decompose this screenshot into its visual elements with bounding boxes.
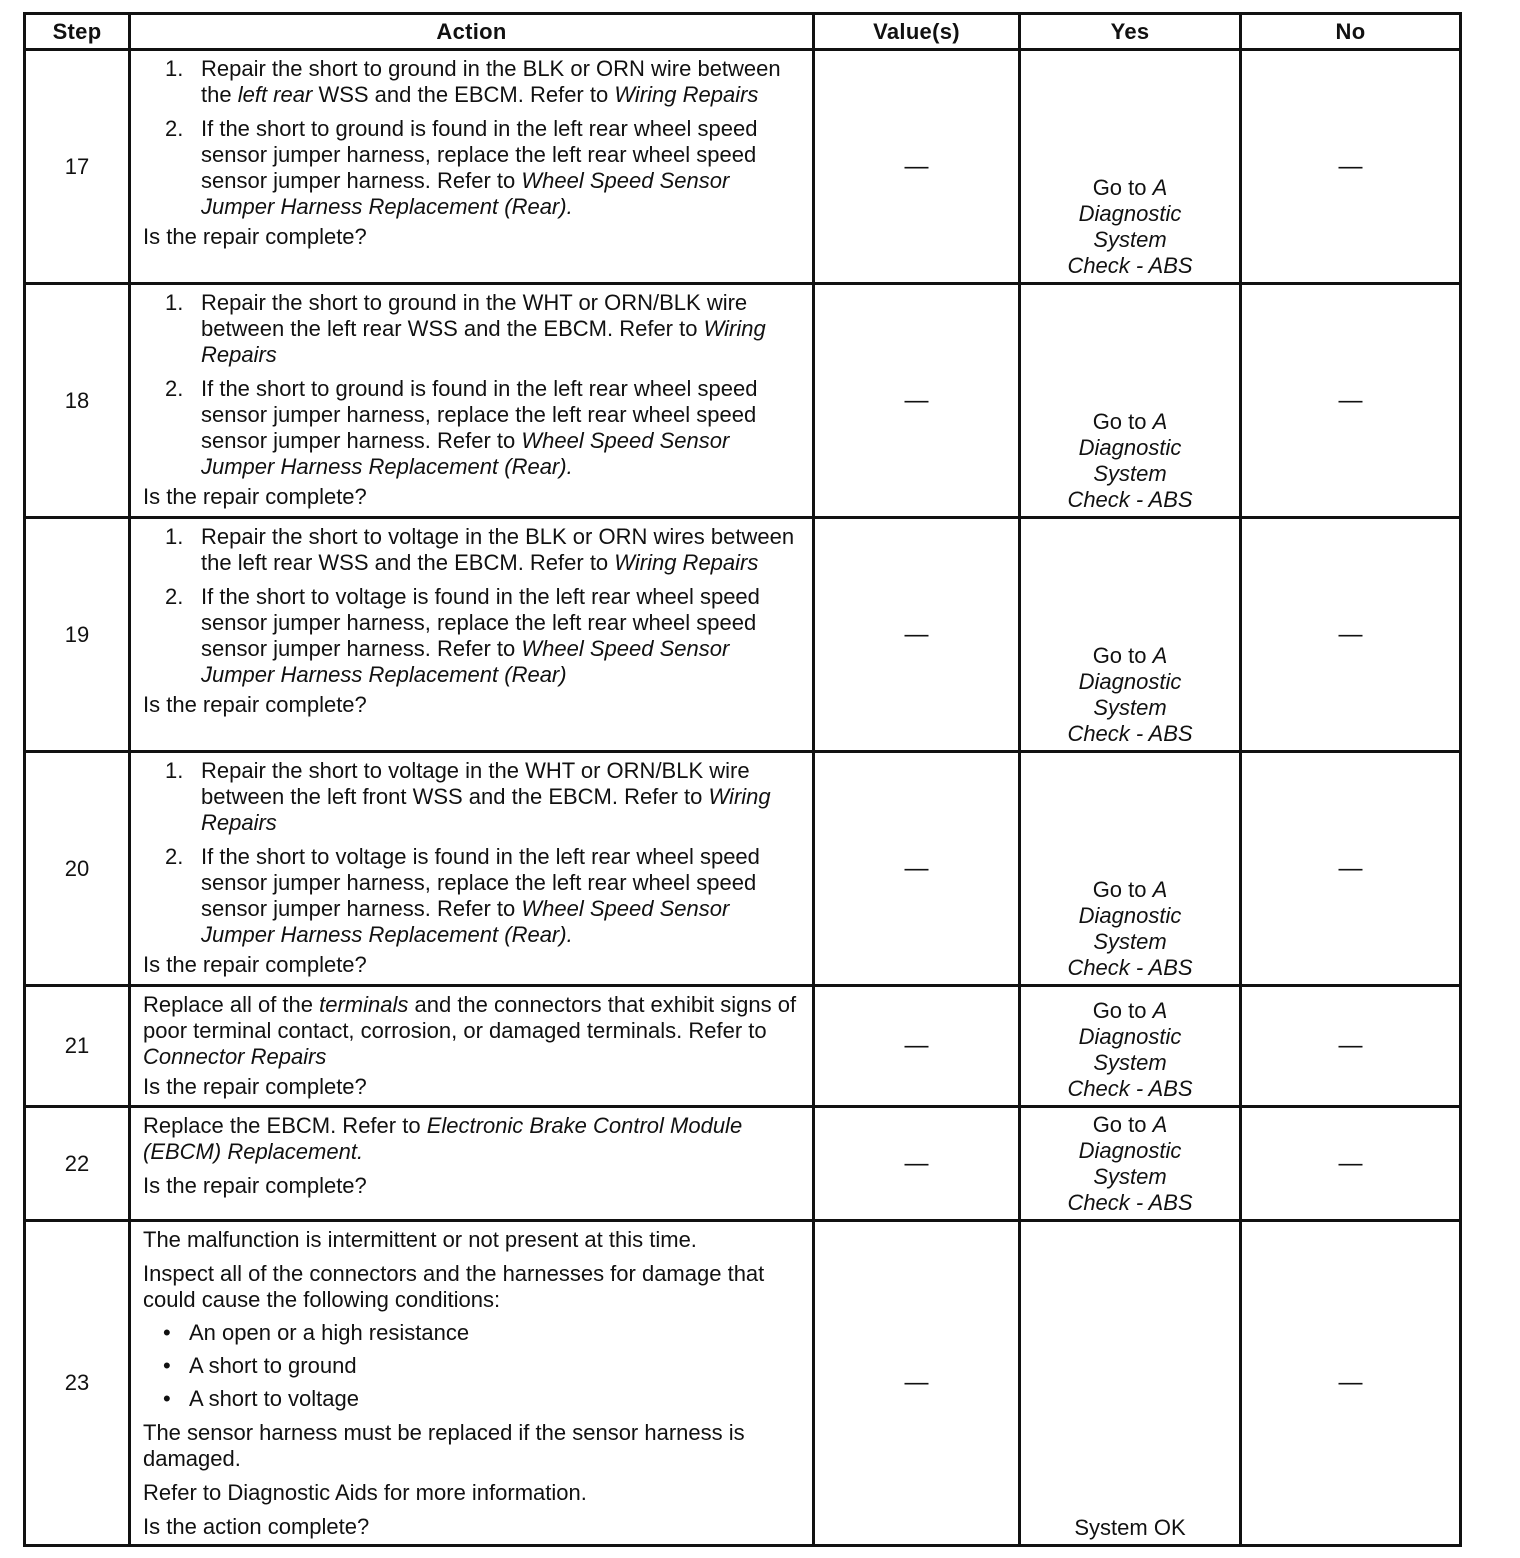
table-row	[25, 1221, 1461, 1546]
step-number: 18	[25, 284, 130, 518]
question-text: Is the repair complete?	[143, 1173, 367, 1198]
action-cell	[130, 1107, 814, 1221]
numbered-item	[165, 116, 802, 220]
item-text: Repair the short to ground in the BLK or ORN wire between the left rear WSS and the EBCM. Refer to Wiring Repairs	[201, 56, 781, 107]
no-dash: —	[1241, 1221, 1461, 1546]
item-text: Repair the short to ground in the WHT or ORN/BLK wire between the left rear WSS and the EBCM. Refer to Wiring Repairs	[201, 290, 766, 367]
header-step: Step	[25, 14, 130, 50]
table-row	[25, 50, 1461, 284]
value-dash: —	[814, 284, 1020, 518]
step-number: 22	[25, 1107, 130, 1221]
yes-goto: Go to A Diagnostic System Check - ABS	[1020, 1107, 1241, 1221]
reference-link[interactable]: Electronic Brake Control Module (EBCM) Replacement.	[143, 1113, 743, 1164]
numbered-item	[165, 844, 802, 948]
header-row	[25, 14, 1461, 50]
numbered-item	[165, 584, 802, 688]
step-number: 21	[25, 986, 130, 1107]
item-number: 2.	[165, 584, 184, 609]
table-row	[25, 284, 1461, 518]
action-cell	[130, 518, 814, 752]
no-dash: —	[1241, 986, 1461, 1107]
yes-goto: Go to A Diagnostic System Check - ABS	[1020, 284, 1241, 518]
no-dash: —	[1241, 1107, 1461, 1221]
step-number: 19	[25, 518, 130, 752]
item-text: Repair the short to voltage in the WHT or ORN/BLK wire between the left front WSS and the EBCM. Refer to Wiring Repairs	[201, 758, 771, 835]
reference-link[interactable]: Wiring Repairs	[614, 550, 759, 575]
value-dash: —	[814, 50, 1020, 284]
yes-goto: Go to A Diagnostic System Check - ABS	[1020, 752, 1241, 986]
table-row	[25, 1107, 1461, 1221]
step-number: 23	[25, 1221, 130, 1546]
bullet-item: • A short to voltage	[163, 1386, 359, 1411]
reference-link[interactable]: Wiring Repairs	[201, 316, 766, 367]
numbered-item	[165, 290, 802, 368]
question-text: Is the repair complete?	[143, 1074, 367, 1099]
bullet-item: • An open or a high resistance	[163, 1320, 470, 1345]
action-paragraph: The sensor harness must be replaced if the sensor harness is damaged.	[143, 1420, 745, 1471]
value-dash: —	[814, 518, 1020, 752]
action-cell	[130, 284, 814, 518]
question-text: Is the repair complete?	[143, 952, 367, 977]
value-dash: —	[814, 752, 1020, 986]
item-text: If the short to ground is found in the left rear wheel speed sensor jumper harness, replace the left rear wheel speed sensor jumper harness. Refer to Wheel Speed Sensor Jumper Harness Replacement (Rear).	[201, 376, 758, 479]
action-cell	[130, 986, 814, 1107]
item-text: If the short to voltage is found in the left rear wheel speed sensor jumper harness, replace the left rear wheel speed sensor jumper harness. Refer to Wheel Speed Sensor Jumper Harness Replacement (Rear).	[201, 844, 760, 947]
header-values: Value(s)	[814, 14, 1020, 50]
step-number: 17	[25, 50, 130, 284]
header-yes: Yes	[1020, 14, 1241, 50]
diagnostic-table	[23, 12, 1462, 1547]
numbered-item	[165, 376, 802, 480]
item-number: 1.	[165, 524, 184, 549]
table-row	[25, 752, 1461, 986]
numbered-item	[165, 758, 802, 836]
value-dash: —	[814, 986, 1020, 1107]
step-number: 20	[25, 752, 130, 986]
no-dash: —	[1241, 284, 1461, 518]
table-row	[25, 518, 1461, 752]
action-text: Replace the EBCM. Refer to Electronic Brake Control Module (EBCM) Replacement.	[143, 1113, 743, 1164]
reference-link[interactable]: Connector Repairs	[143, 1044, 327, 1069]
action-paragraph: Refer to Diagnostic Aids for more information.	[143, 1480, 587, 1505]
question-text: Is the repair complete?	[143, 484, 367, 509]
action-paragraph: Inspect all of the connectors and the harnesses for damage that could cause the following conditions:	[143, 1261, 765, 1312]
yes-goto: Go to A Diagnostic System Check - ABS	[1020, 50, 1241, 284]
table-row	[25, 986, 1461, 1107]
item-text: If the short to ground is found in the left rear wheel speed sensor jumper harness, replace the left rear wheel speed sensor jumper harness. Refer to Wheel Speed Sensor Jumper Harness Replacement (Rear).	[201, 116, 758, 219]
header-no: No	[1241, 14, 1461, 50]
reference-link[interactable]: Wheel Speed Sensor Jumper Harness Replacement (Rear).	[201, 428, 730, 479]
value-dash: —	[814, 1107, 1020, 1221]
action-paragraph: The malfunction is intermittent or not present at this time.	[143, 1227, 697, 1252]
reference-link[interactable]: Wheel Speed Sensor Jumper Harness Replacement (Rear).	[201, 896, 730, 947]
yes-goto: Go to A Diagnostic System Check - ABS	[1020, 986, 1241, 1107]
no-dash: —	[1241, 50, 1461, 284]
item-number: 2.	[165, 376, 184, 401]
item-number: 1.	[165, 758, 184, 783]
item-text: Repair the short to voltage in the BLK or ORN wires between the left rear WSS and the EBCM. Refer to Wiring Repairs	[201, 524, 795, 575]
bullet-item: • A short to ground	[163, 1353, 357, 1378]
question-text: Is the action complete?	[143, 1514, 370, 1539]
value-dash: —	[814, 1221, 1020, 1546]
numbered-item	[165, 524, 802, 576]
yes-system-ok: System OK	[1020, 1221, 1241, 1546]
reference-link[interactable]: Wiring Repairs	[201, 784, 771, 835]
yes-goto: Go to A Diagnostic System Check - ABS	[1020, 518, 1241, 752]
numbered-item	[165, 56, 802, 108]
header-action: Action	[130, 14, 814, 50]
no-dash: —	[1241, 752, 1461, 986]
reference-link[interactable]: Wheel Speed Sensor Jumper Harness Replacement (Rear).	[201, 168, 730, 219]
reference-link[interactable]: Wheel Speed Sensor Jumper Harness Replacement (Rear)	[201, 636, 730, 687]
item-number: 2.	[165, 116, 184, 141]
action-cell	[130, 1221, 814, 1546]
item-number: 1.	[165, 290, 184, 315]
item-text: If the short to voltage is found in the left rear wheel speed sensor jumper harness, replace the left rear wheel speed sensor jumper harness. Refer to Wheel Speed Sensor Jumper Harness Replacement (Rear)	[201, 584, 760, 687]
item-number: 2.	[165, 844, 184, 869]
action-text: Replace all of the terminals and the connectors that exhibit signs of poor terminal contact, corrosion, or damaged terminals. Refer to Connector Repairs	[143, 992, 797, 1069]
action-cell	[130, 752, 814, 986]
action-cell	[130, 50, 814, 284]
question-text: Is the repair complete?	[143, 692, 367, 717]
reference-link[interactable]: Wiring Repairs	[614, 82, 759, 107]
question-text: Is the repair complete?	[143, 224, 367, 249]
item-number: 1.	[165, 56, 184, 81]
no-dash: —	[1241, 518, 1461, 752]
